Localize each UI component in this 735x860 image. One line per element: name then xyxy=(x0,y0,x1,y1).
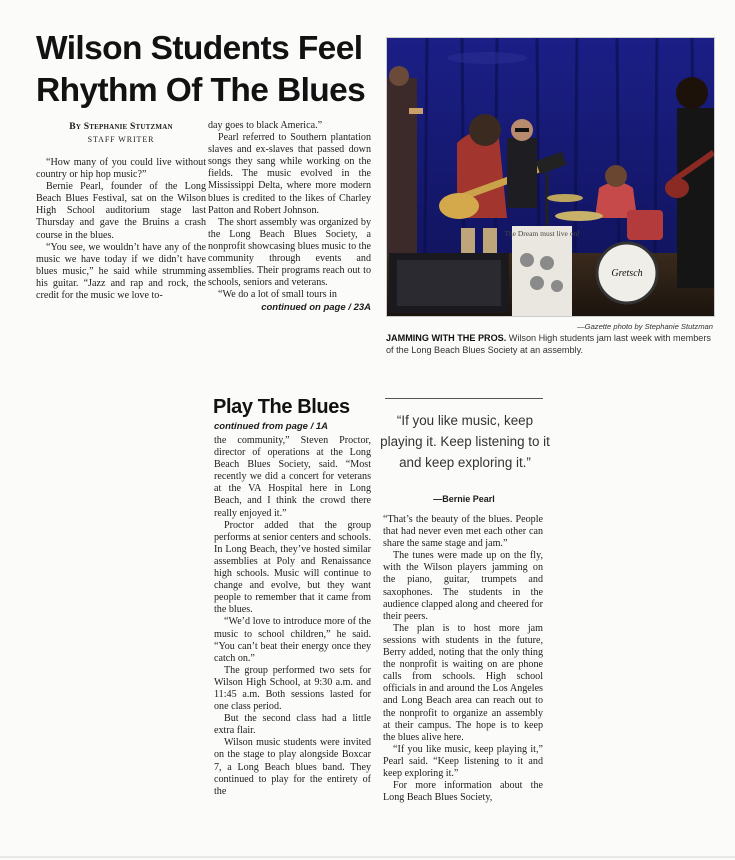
paragraph: The short assembly was organized by the Long Beach Blues Society, a nonprofit showcasing blues music to the community through events and assemblies. Their programs reach out to schools, seniors and veterans. xyxy=(208,216,371,289)
continued-on-label: continued on page / 23A xyxy=(261,302,371,314)
paragraph: “How many of you could live without country or hip hop music?” xyxy=(36,157,206,181)
paragraph: “That’s the beauty of the blues. People that had never even met each other can share the same stage and jam.” xyxy=(383,514,543,550)
photo-credit: —Gazette photo by Stephanie Stutzman xyxy=(577,322,713,331)
continued-from-label: continued from page / 1A xyxy=(214,421,329,432)
byline: By Stephanie Stutzman xyxy=(69,121,173,132)
article-column-2 xyxy=(208,120,371,315)
paragraph: “If you like music, keep playing it,” Pearl said. “Keep listening to it and keep exploring it.” xyxy=(383,743,543,779)
paragraph: Pearl referred to Southern plantation slaves and ex-slaves that passed down songs they sang while working on the fields. The music evolved in the Mississippi Delta, where more modern blues is credited to the likes of Charley Patton and Robert Johnson. xyxy=(208,132,371,216)
byline-role: STAFF WRITER xyxy=(87,135,155,144)
page-bottom-edge xyxy=(0,856,735,858)
banner-text: The Dream must live on! xyxy=(504,229,580,238)
pull-quote: “If you like music, keep playing it. Keep listening to it and keep exploring it.” xyxy=(380,413,550,470)
paragraph: Wilson music students were invited on the stage to play alongside Boxcar 7, a Long Beach blues band. They continued to play for the entirety of the xyxy=(214,737,371,797)
paragraph: “We’d love to introduce more of the music to school children,” he said. “You can’t beat their energy once they catch on.” xyxy=(214,616,371,664)
paragraph: The tunes were made up on the fly, with the Wilson players jamming on the piano, guitar, trumpets and saxophones. The students in the audience clapped along and cheered for their peers. xyxy=(383,550,544,622)
paragraph: The group performed two sets for Wilson High School, at 9:30 a.m. and 11:45 a.m. Both sessions lasted for one class period. xyxy=(214,664,371,713)
caption-bold: JAMMING WITH THE PROS. xyxy=(386,333,507,343)
article-column-1 xyxy=(36,157,206,302)
jump-column-1 xyxy=(214,435,371,798)
news-photo xyxy=(386,37,715,317)
paragraph: the community,” Steven Proctor, director of operations at the Long Beach Blues Society, said. “Most recently we did a concert for veterans at the VA Hospital here in Long Beach, and I think the crowd there really enjoyed it.” xyxy=(214,435,371,519)
pull-quote-attribution: —Bernie Pearl xyxy=(433,494,495,504)
jump-column-2 xyxy=(383,514,543,804)
paragraph: Proctor added that the group performs at senior centers and schools. In Long Beach, they’ve hosted similar assemblies at Poly and Renaissance high schools. Music will continue to change and evolve, but they want people to remember that it came from the blues. xyxy=(214,519,371,616)
caption-text: Wilson High students jam last week with members of the Long Beach Blues Society at an assembly. xyxy=(386,333,711,355)
photo-caption xyxy=(386,332,716,356)
paragraph: “We do a lot of small tours in xyxy=(218,289,337,301)
paragraph: For more information about the Long Beach Blues Society, xyxy=(383,780,543,804)
paragraph: The plan is to host more jam sessions with students in the future, Berry added, noting that the only thing the nonprofit is waiting on are phone calls from schools. High school officials in and around the Los Angeles and Long Beach area can reach out to the nonprofit to organize an assembly at their campus. The hope is to keep the blues alive here. xyxy=(383,622,543,743)
jump-headline: Play The Blues xyxy=(213,396,350,418)
paragraph: But the second class had a little extra flair. xyxy=(214,713,371,737)
pull-quote-rule xyxy=(385,398,543,399)
paragraph: day goes to black America.” xyxy=(208,120,323,131)
article-headline: Wilson Students Feel Rhythm Of The Blues xyxy=(36,30,366,109)
drum-logo-text: Gretsch xyxy=(611,268,643,279)
paragraph: “You see, we wouldn’t have any of the music we have today if we didn’t have blues music,” he said while strumming his guitar. “Jazz and rap and rock, the credit for the music we love to- xyxy=(36,241,206,302)
paragraph: Bernie Pearl, founder of the Long Beach Blues Festival, sat on the Wilson High School auditorium stage last Thursday and gave the Bruins a crash course in the blues. xyxy=(36,181,206,241)
